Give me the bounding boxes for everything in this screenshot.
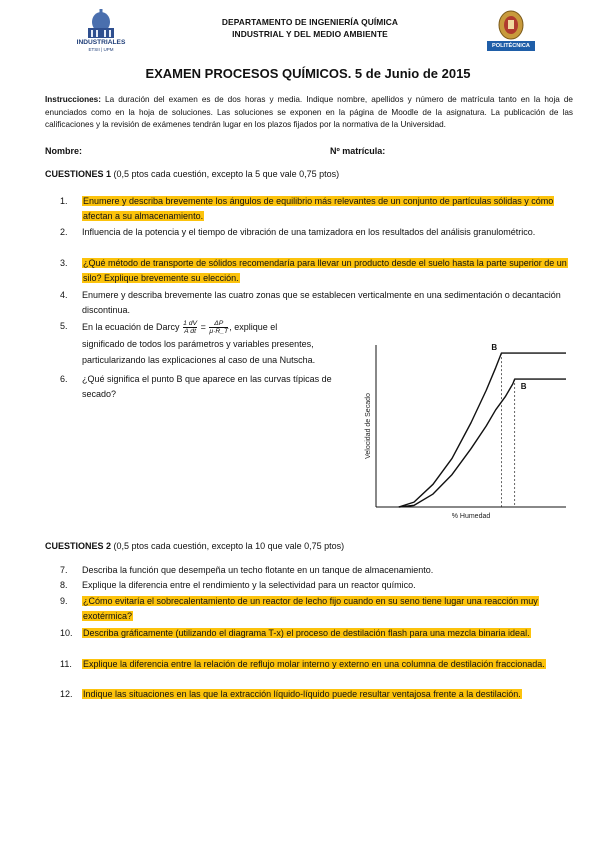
question-number: 10. — [60, 628, 73, 638]
instructions — [45, 94, 573, 132]
darcy-fraction-2 — [209, 320, 228, 336]
y-axis-label: Velocidad de Secado — [365, 393, 372, 459]
logo-left-sub: ETSII | UPM — [88, 47, 114, 52]
question-text: Explique la diferencia entre la relación de reflujo molar interno y externo en una columna de destilación fraccionada. — [83, 659, 545, 669]
logo-right-label: POLITÉCNICA — [487, 41, 535, 51]
politecnica-logo — [487, 10, 535, 56]
question-text: Explique la diferencia entre el rendimiento y la selectividad para un reactor químico. — [82, 580, 416, 590]
section-2-heading — [45, 540, 344, 552]
question-number: 5. — [60, 321, 68, 331]
question-text: Describa gráficamente (utilizando el diagrama T-x) el proceso de destilación flash para una mezcla binaria ideal. — [83, 628, 530, 638]
name-label: Nombre: — [45, 146, 83, 156]
question-text: Enumere y describa brevemente las cuatro zonas que se establecen verticalmente en una sedimentación o decantación discontinua. — [82, 290, 561, 315]
question-number: 2. — [60, 227, 68, 237]
question-4 — [60, 288, 570, 317]
crest-icon — [487, 10, 535, 41]
page-title: EXAMEN PROCESOS QUÍMICOS. 5 de Junio de 2015 — [145, 66, 471, 81]
question-6 — [60, 372, 345, 401]
frac1-den: A dt — [184, 328, 196, 336]
x-axis-label: % Humedad — [451, 513, 491, 520]
instructions-text: La duración del examen es de dos horas y media. Indique nombre, apellidos y número de matrícula tanto en la hoja de enunciados como en la hoja de soluciones. Las soluciones se exponen en la página de Moodle de la asignatura. La publicación de las calificaciones y la revisión de exámenes tendrán lugar en los plazos fijados por la normativa de la Universidad. — [45, 95, 573, 129]
question-10 — [60, 626, 570, 641]
question-number: 12. — [60, 689, 73, 699]
question-text: Enumere y describa brevemente los ángulos de equilibrio más relevantes de un conjunto de partículas sólidas y cómo afectan a su almacenamiento. — [83, 196, 554, 221]
question-text: Indique las situaciones en las que la extracción líquido-líquido puede resultar ventajosa frente a la destilación. — [83, 689, 521, 699]
logo-left-name: INDUSTRIALES — [76, 39, 126, 46]
instructions-label: Instrucciones: — [45, 95, 101, 104]
frac2-num: ΔP — [209, 320, 228, 329]
question-11 — [60, 657, 570, 672]
darcy-fraction-1 — [183, 320, 197, 336]
point-b-label-1: B — [491, 343, 498, 353]
frac2-den: μ·R_T — [209, 328, 229, 336]
darcy-equals: = — [200, 322, 206, 332]
question-number: 8. — [60, 580, 68, 590]
question-number: 9. — [60, 596, 68, 606]
question-text: Describa la función que desempeña un techo flotante en un tanque de almacenamiento. — [82, 565, 434, 575]
section-2-sub: (0,5 ptos cada cuestión, excepto la 10 que vale 0,75 ptos) — [113, 541, 345, 551]
department-header — [190, 16, 430, 40]
question-7 — [60, 563, 570, 578]
question-3 — [60, 256, 570, 285]
dept-line-1: DEPARTAMENTO DE INGENIERÍA QUÍMICA — [221, 17, 399, 27]
question-number: 7. — [60, 565, 68, 575]
industriales-logo — [70, 8, 132, 54]
question-number: 11. — [60, 659, 72, 669]
frac1-num: 1 dV — [183, 319, 198, 327]
section-1-heading — [45, 168, 339, 180]
section-1-sub: (0,5 ptos cada cuestión, excepto la 5 que vale 0,75 ptos) — [113, 169, 340, 179]
question-12 — [60, 687, 570, 702]
dept-line-2: INDUSTRIAL Y DEL MEDIO AMBIENTE — [232, 29, 388, 39]
drying-curve-svg — [360, 330, 572, 520]
question-number: 6. — [60, 374, 68, 384]
series-line-1 — [399, 353, 566, 507]
question-5 — [60, 319, 352, 368]
question-2 — [60, 225, 540, 240]
matricula-label: Nº matrícula: — [330, 146, 386, 156]
dome-logo-icon — [70, 8, 132, 39]
question-number: 3. — [60, 258, 68, 268]
drying-curve-chart — [360, 330, 572, 520]
section-2-title: CUESTIONES 2 — [45, 541, 112, 551]
question-text: ¿Qué método de transporte de sólidos recomendaría para llevar un producto desde el suelo hasta la parte superior de un silo? Explique brevemente su elección. — [83, 258, 567, 283]
point-b-label-2: B — [520, 382, 527, 392]
question-text: ¿Qué significa el punto B que aparece en las curvas típicas de secado? — [82, 374, 332, 399]
question-8 — [60, 578, 570, 593]
question-text: ¿Cómo evitaría el sobrecalentamiento de un reactor de lecho fijo cuando en su seno tiene lugar una reacción muy exotérmica? — [83, 596, 538, 621]
darcy-text-before: En la ecuación de Darcy — [82, 322, 180, 332]
section-1-title: CUESTIONES 1 — [45, 169, 112, 179]
question-number: 1. — [60, 196, 68, 206]
question-text: Influencia de la potencia y el tiempo de vibración de una tamizadora en los resultados del análisis granulométrico. — [82, 227, 536, 237]
darcy-text-after: , explique el — [229, 322, 278, 332]
darcy-text-rest: significado de todos los parámetros y variables presentes, particularizando las explicaciones al caso de una Nutscha. — [82, 338, 316, 365]
question-1 — [60, 194, 570, 223]
question-number: 4. — [60, 290, 68, 300]
question-9 — [60, 594, 570, 623]
